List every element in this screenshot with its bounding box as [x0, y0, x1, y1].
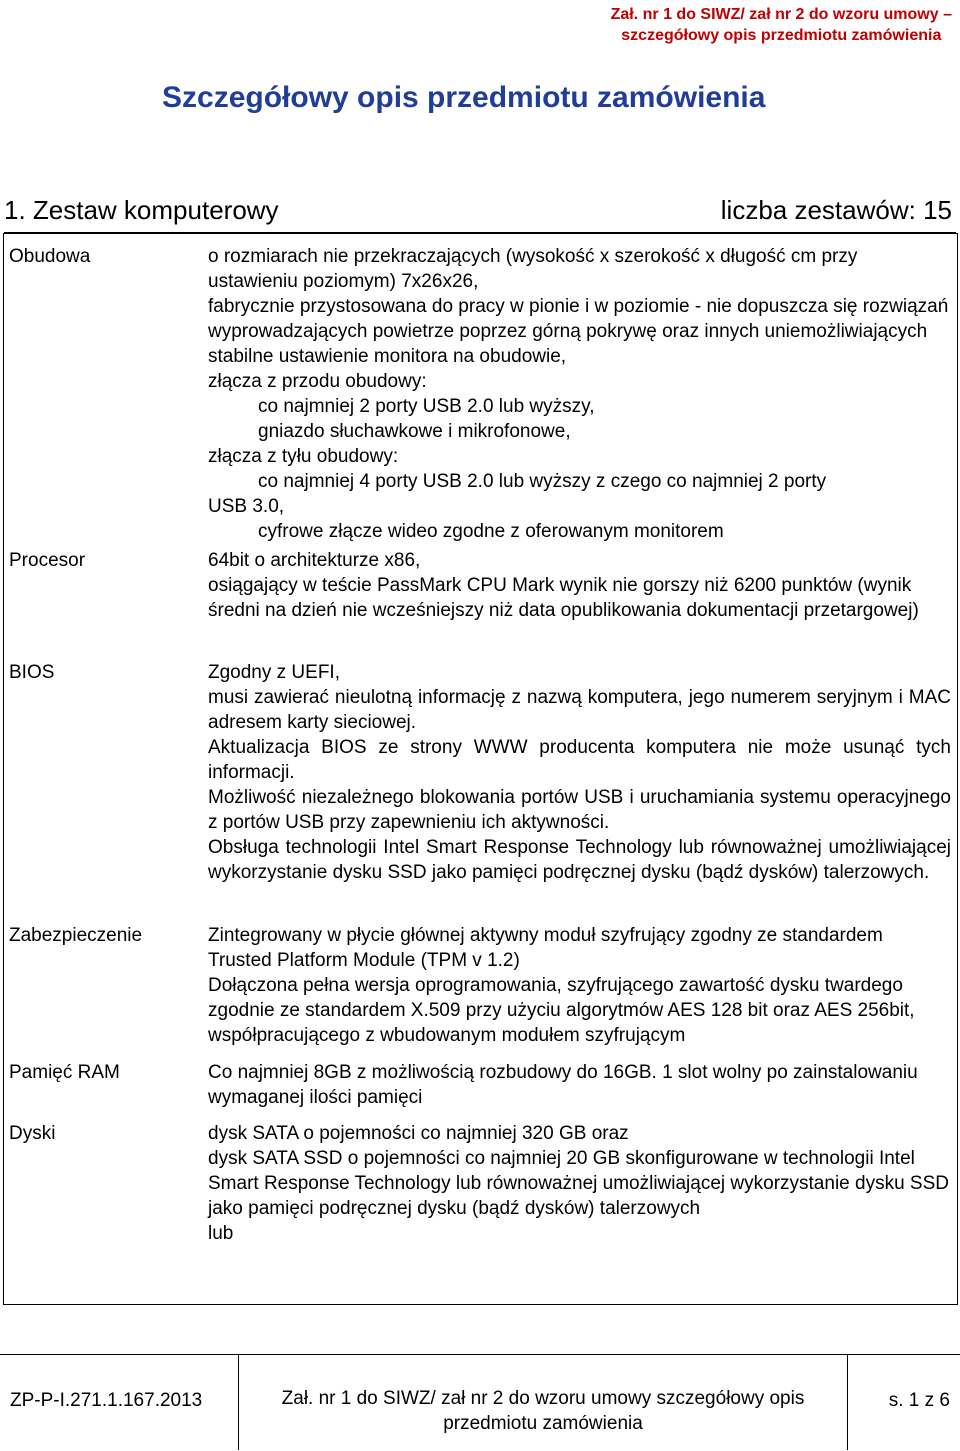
spec-line: Zgodny z UEFI, [208, 662, 340, 683]
spec-line: co najmniej 4 porty USB 2.0 lub wyższy z czego co najmniej 2 porty [258, 471, 827, 492]
footer-doc: Zał. nr 1 do SIWZ/ zał nr 2 do wzoru umowy szczegółowy opis przedmiotu zamówienia [281, 1388, 805, 1434]
footer-doc-cell [239, 1354, 848, 1450]
row-label-bios: BIOS [9, 662, 55, 683]
table-row [4, 923, 958, 1060]
page-footer [0, 1354, 960, 1450]
section-count: liczba zestawów: 15 [720, 195, 952, 225]
spec-line: lub [208, 1223, 234, 1244]
table-row [4, 548, 958, 660]
header-line-1: Zał. nr 1 do SIWZ/ zał nr 2 do wzoru umowy – [610, 6, 952, 23]
row-label-ram: Pamięć RAM [9, 1062, 120, 1083]
row-value-dyski [207, 1121, 958, 1305]
spec-line: Dołączona pełna wersja oprogramowania, szyfrującego zawartość dysku twardego zgodnie ze standardem X.509 przy użyciu algorytmów AES 128 bit oraz AES 256bit, współpracującego z wbudowanym modułem szyfrującym [208, 975, 915, 1046]
spec-line: o rozmiarach nie przekraczających (wysokość x szerokość x długość cm przy ustawieniu poziomym) 7x26x26, [208, 246, 858, 292]
footer-ref-cell [6, 1354, 239, 1450]
spec-line: Aktualizacja BIOS ze strony WWW producenta komputera nie może usunąć tych informacji. [208, 737, 951, 783]
spec-line: osiągający w teście PassMark CPU Mark wynik nie gorszy niż 6200 punktów (wynik średni na dzień nie wcześniejszy niż data opublikowania dokumentacji przetargowej) [208, 575, 919, 621]
spec-line: Zintegrowany w płycie głównej aktywny moduł szyfrujący zgodny ze standardem Trusted Platform Module (TPM v 1.2) [208, 925, 883, 971]
row-label-dyski: Dyski [9, 1123, 56, 1144]
row-value-ram [207, 1060, 958, 1121]
row-value-bios [207, 660, 958, 923]
spec-line: Co najmniej 8GB z możliwością rozbudowy do 16GB. 1 slot wolny po zainstalowaniu wymaganej ilości pamięci [208, 1062, 918, 1108]
spec-line: gniazdo słuchawkowe i mikrofonowe, [258, 421, 571, 442]
spec-line: musi zawierać nieulotną informację z nazwą komputera, jego numerem seryjnym i MAC adresem karty sieciowej. [208, 687, 951, 733]
spec-line: złącza z tyłu obudowy: [208, 446, 399, 467]
spec-line: dysk SATA SSD o pojemności co najmniej 20 GB skonfigurowane w technologii Intel Smart Response Technology lub równoważnej umożliwiającej wykorzystanie dysku SSD jako pamięci podręcznej dysku (bądź dysków) talerzowych [208, 1148, 949, 1219]
footer-ref: ZP-P-I.271.1.167.2013 [10, 1390, 203, 1411]
document-title: Szczegółowy opis przedmiotu zamówienia [162, 81, 766, 114]
row-value-zabezpieczenie [207, 923, 958, 1060]
section-heading [4, 190, 956, 233]
header-line-2: szczegółowy opis przedmiotu zamówienia [621, 27, 942, 44]
spec-line: Obsługa technologii Intel Smart Response Technology lub równoważnej umożliwiającej wykorzystanie dysku SSD jako pamięci podręcznej dysku (bądź dysków) talerzowych. [208, 837, 951, 883]
table-row [4, 1121, 958, 1305]
spec-line: fabrycznie przystosowana do pracy w pionie i w poziomie - nie dopuszcza się rozwiązań wyprowadzających powietrze poprzez górną pokrywę oraz innych uniemożliwiających stabilne ustawienie monitora na obudowie, [208, 296, 949, 367]
spec-line: USB 3.0, [208, 496, 285, 517]
row-label-obudowa: Obudowa [9, 246, 91, 267]
spec-line: cyfrowe złącze wideo zgodne z oferowanym monitorem [258, 521, 724, 542]
row-label-zabezpieczenie: Zabezpieczenie [9, 925, 143, 946]
row-label-procesor: Procesor [9, 550, 86, 571]
spec-line: Możliwość niezależnego blokowania portów USB i uruchamiania systemu operacyjnego z portów USB przy zapewnieniu ich aktywności. [208, 787, 951, 833]
footer-page-cell [848, 1354, 956, 1450]
spec-line: co najmniej 2 porty USB 2.0 lub wyższy, [258, 396, 595, 417]
spec-table [3, 233, 958, 1305]
section-name: 1. Zestaw komputerowy [4, 195, 279, 225]
spec-line: dysk SATA o pojemności co najmniej 320 GB oraz [208, 1123, 629, 1144]
table-row [4, 1060, 958, 1121]
spec-line: złącza z przodu obudowy: [208, 371, 427, 392]
row-value-obudowa [207, 234, 958, 549]
spec-line: 64bit o architekturze x86, [208, 550, 421, 571]
row-value-procesor [207, 548, 958, 660]
page-header [611, 4, 952, 46]
page-number: s. 1 z 6 [888, 1390, 950, 1411]
table-row [4, 660, 958, 923]
table-row [4, 234, 958, 549]
